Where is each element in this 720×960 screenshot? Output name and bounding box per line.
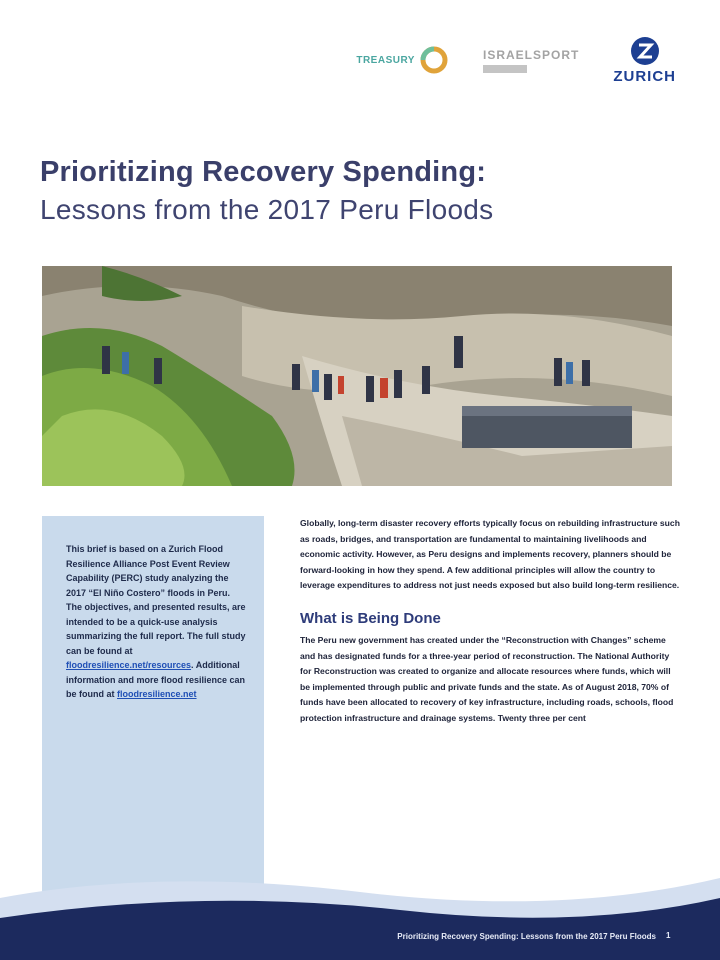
sidebar-link-site[interactable]: floodresilience.net: [117, 689, 197, 699]
sidebar-link-report[interactable]: floodresilience.net/resources: [66, 660, 192, 670]
flood-scene-illustration: [42, 266, 672, 486]
partner-logo-two: [483, 48, 579, 73]
body-paragraph: The Peru new government has created under the “Reconstruction with Changes” scheme and has designated funds for a three-year period of reconstruction. The National Authority for Reconstruction was created to organize and allocate resources where funds, which will be implemented through public and private funds and the state. As of August 2018, 70% of funds have been allocated to recovery of key infrastructure, including roads, schools, flood protection infrastructure and drainage systems. Twenty three per cent: [300, 634, 674, 723]
partner-logos: [356, 30, 676, 90]
footer-wave: [0, 868, 720, 960]
footer-title: Prioritizing Recovery Spending: Lessons from the 2017 Peru Floods: [397, 932, 656, 941]
zurich-logo: [613, 36, 676, 85]
section-heading: What is Being Done: [300, 609, 441, 627]
hero-photo: [42, 266, 672, 486]
zurich-z-icon: [630, 36, 660, 66]
zurich-logo-text: ZURICH: [613, 67, 676, 85]
sidebar-text-intro: This brief is based on a Zurich Flood Resilience Alliance Post Event Review Capability (PERC) study analyzing the 2017 “El Niño Costero” floods in Peru. The objectives, and presented results, are intended to be a quick-use analysis summarizing the full report. The full study can be found at: [66, 544, 246, 656]
main-column: [300, 516, 680, 727]
partner-logo-one: [356, 45, 449, 75]
intro-paragraph: Globally, long-term disaster recovery efforts typically focus on rebuilding infrastructure such as roads, bridges, and transportation are fundamental to maintaining livelihoods and economic activity. However, as Peru designs and implements recovery, planners should be forward-looking in how they spend. A few additional principles will allow the country to leverage expenditures to address not just needs exposed but also build long-term resilience.: [300, 518, 680, 591]
page-title: Prioritizing Recovery Spending:: [40, 156, 487, 188]
sidebar-text-middle: . Additional information and more flood resilience can be found at: [66, 660, 246, 699]
sidebar-box: [42, 516, 264, 916]
partner-logo-two-text: ISRAELSPORT: [482, 47, 580, 62]
sidebar-text: [66, 542, 246, 702]
partner-logo-two-bar: [483, 65, 527, 73]
page-number: 1: [666, 931, 671, 940]
page-subtitle: Lessons from the 2017 Peru Floods: [40, 194, 494, 225]
partner-logo-one-text: TREASURY: [356, 54, 415, 66]
swirl-icon: [419, 45, 449, 75]
